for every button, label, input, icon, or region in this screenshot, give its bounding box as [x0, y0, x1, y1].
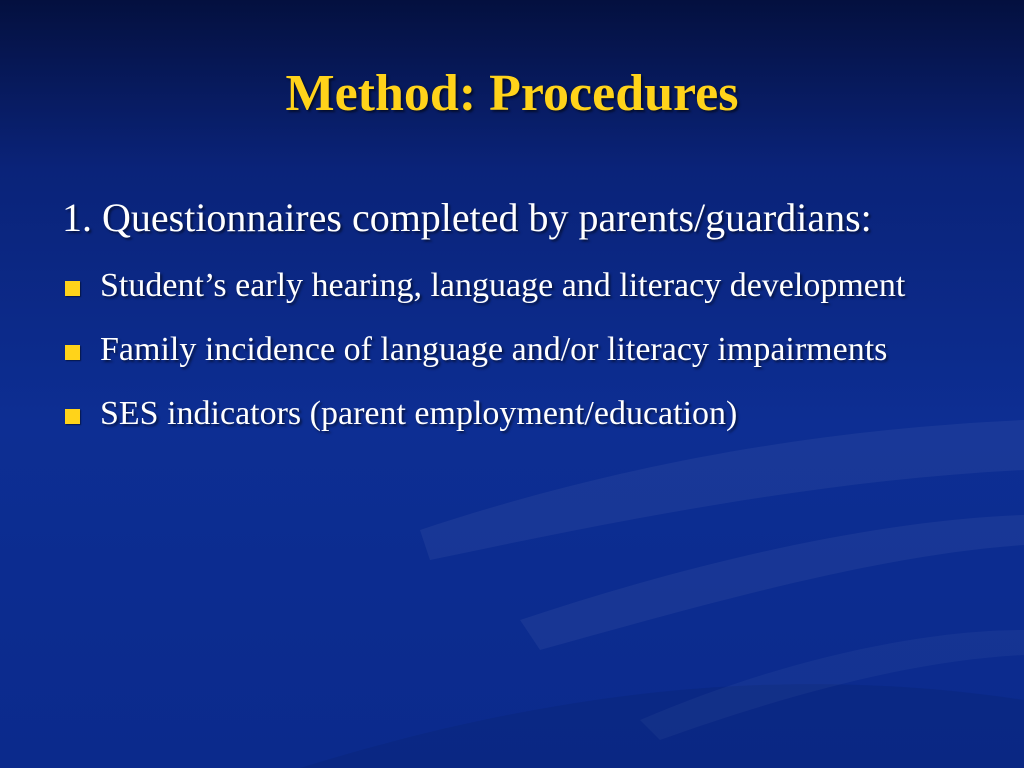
bullet-text: SES indicators (parent employment/education): [100, 395, 738, 432]
slide-title: Method: Procedures: [285, 65, 739, 122]
bullet-item: [62, 386, 962, 442]
lead-paragraph: 1. Questionnaires completed by parents/guardians:: [62, 195, 872, 240]
bullet-item: [62, 258, 962, 314]
bullet-text: Family incidence of language and/or literacy impairments: [100, 331, 888, 368]
square-bullet-icon: [65, 409, 80, 424]
square-bullet-icon: [65, 345, 80, 360]
slide-content: [62, 190, 962, 450]
bullet-item: [62, 322, 962, 378]
bullet-text: Student’s early hearing, language and literacy development: [100, 267, 906, 304]
bullet-list: [62, 258, 962, 442]
square-bullet-icon: [65, 281, 80, 296]
